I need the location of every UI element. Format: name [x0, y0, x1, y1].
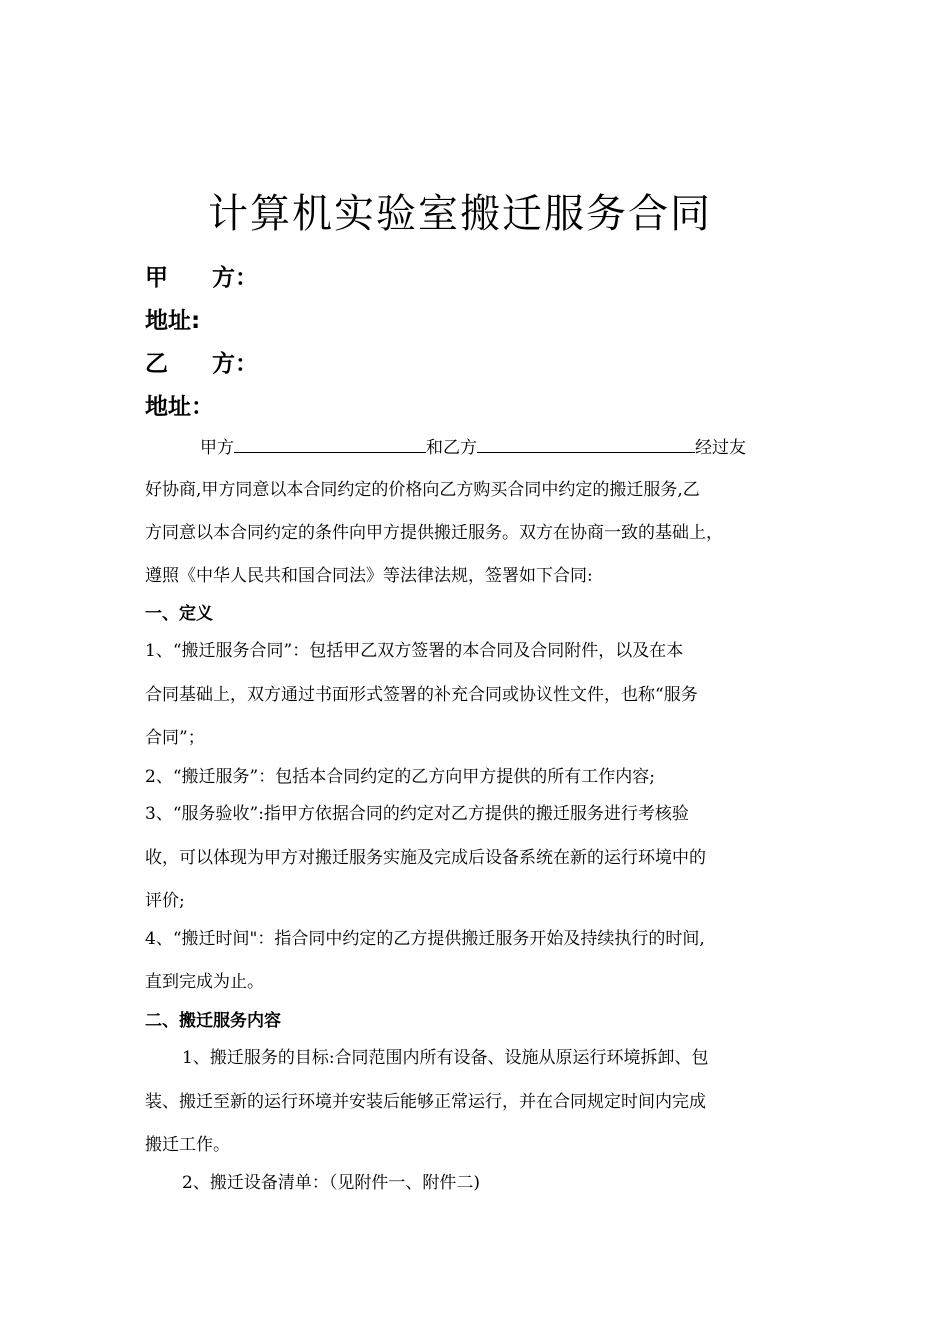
party-b-address: 地址： — [145, 394, 214, 420]
intro-tail: 经过友 — [695, 438, 746, 458]
section-1-line: 收，可以体现为甲方对搬迁服务实施及完成后设备系统在新的运行环境中的 — [145, 848, 706, 868]
party-a-label: 甲 — [145, 265, 168, 291]
section-1-line: 直到完成为止。 — [145, 972, 264, 992]
intro-line-4: 遵照《中华人民共和国合同法》等法律法规，签署如下合同: — [145, 566, 593, 586]
section-2-line: 2、搬迁设备清单：（见附件一、附件二) — [182, 1173, 480, 1193]
section-2-line: 搬迁工作。 — [145, 1135, 230, 1155]
party-a-line — [145, 262, 258, 294]
section-2-line: 1、搬迁服务的目标:合同范围内所有设备、设施从原运行环境拆卸、包 — [182, 1048, 709, 1068]
document-title: 计算机实验室搬迁服务合同 — [208, 191, 712, 237]
intro-party-a: 甲方 — [200, 438, 234, 458]
party-b-label-suffix: 方： — [212, 351, 258, 377]
section-1-line: 3、“服务验收”:指甲方依据合同的约定对乙方提供的搬迁服务进行考核验 — [145, 804, 689, 824]
section-1-line: 合同基础上，双方通过书面形式签署的补充合同或协议性文件，也称“服务 — [145, 685, 698, 705]
section-2-heading: 二、搬迁服务内容 — [145, 1011, 281, 1031]
section-1-line: 4、“搬迁时间"：指合同中约定的乙方提供搬迁服务开始及持续执行的时间, — [145, 929, 705, 949]
party-b-label: 乙 — [145, 351, 168, 377]
section-1-heading: 一、定义 — [145, 604, 213, 624]
section-1-line: 合同”； — [145, 728, 205, 748]
section-1-line: 1、“搬迁服务合同”：包括甲乙双方签署的本合同及合同附件，以及在本 — [145, 641, 684, 661]
section-2-line: 装、搬迁至新的运行环境并安装后能够正常运行，并在合同规定时间内完成 — [145, 1092, 706, 1112]
section-1-line: 评价; — [145, 891, 185, 911]
intro-line-1 — [200, 434, 746, 461]
party-a-name-blank — [234, 434, 426, 453]
section-1-line: 2、“搬迁服务”：包括本合同约定的乙方向甲方提供的所有工作内容; — [145, 767, 655, 787]
party-b-name-blank — [477, 434, 695, 453]
intro-line-2: 好协商,甲方同意以本合同约定的价格向乙方购买合同中约定的搬迁服务,乙 — [145, 480, 700, 500]
party-b-line — [145, 348, 258, 380]
party-a-label-suffix: 方： — [212, 265, 258, 291]
party-a-address: 地址: — [145, 308, 201, 334]
intro-line-3: 方同意以本合同约定的条件向甲方提供搬迁服务。双方在协商一致的基础上， — [145, 523, 723, 543]
intro-party-b: 和乙方 — [426, 438, 477, 458]
